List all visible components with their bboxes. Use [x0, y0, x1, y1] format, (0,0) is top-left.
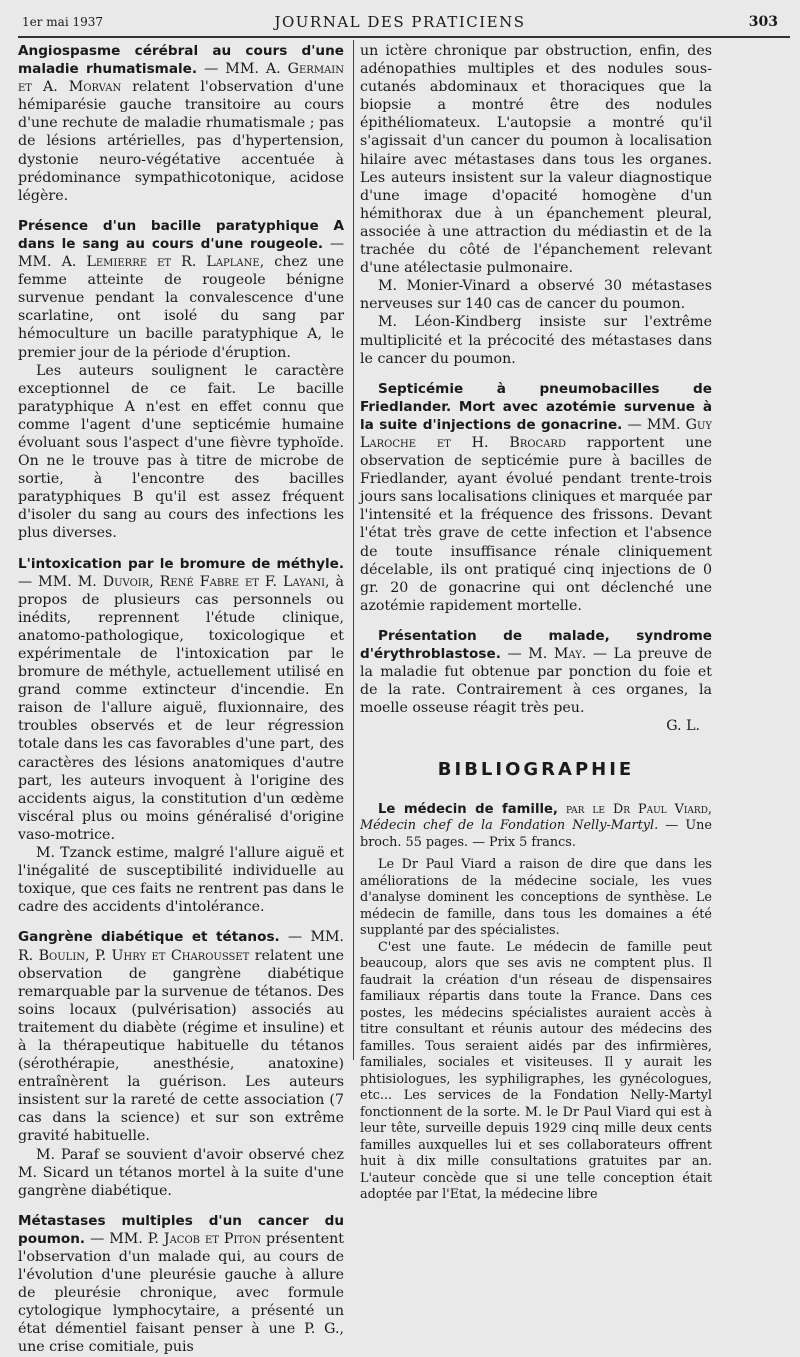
- article-title: Gangrène diabétique et tétanos.: [18, 929, 280, 946]
- issue-date: 1er mai 1937: [22, 15, 104, 29]
- left-column: [18, 42, 344, 1357]
- article-authors: — M. May.: [507, 646, 587, 662]
- article-paratyphique: [18, 217, 344, 362]
- article-body: relatent l'observation d'une hémiparésie gauche transitoire au cours d'une rechute de maladie rhumatismale ; pas de lésions artérielles, pas d'hypertension, dystonie neuro-végétative accentuée à prédominance sympathicotonique, acidose légère.: [18, 79, 344, 204]
- book-title: Le médecin de famille,: [378, 801, 558, 817]
- article-body: chez une femme atteinte de rougeole bénigne survenue pendant la convalescence d'une scarlatine, ont isolé du sang par hémoculture un bacille paratyphique A, le premier jour de la période d'éruption.: [18, 254, 344, 361]
- article-paragraph: M. Léon-Kindberg insiste sur l'extrême multiplicité et la précocité des métastases dans le cancer du poumon.: [360, 314, 712, 367]
- page-header: [0, 12, 800, 34]
- article-authors: — MM. Guy Laroche et H. Brocard: [360, 416, 713, 451]
- article-gangrene: [18, 928, 344, 1145]
- signature: G. L.: [666, 718, 700, 735]
- article-erythroblastose: [360, 627, 712, 717]
- bibliography-heading: BIBLIOGRAPHIE: [437, 759, 635, 781]
- article-paragraph: M. Tzanck estime, malgré l'allure aiguë et l'inégalité de susceptibilité individuelle au toxique, que ces faits ne rentrent pas dans le cadre des accidents d'intolérance.: [18, 845, 344, 916]
- book-author-role: Médecin chef de la Fondation Nelly-Martyl.: [360, 818, 659, 834]
- article-body: présentent l'observation d'un malade qui, au cours de l'évolution d'une pleurésie gauche à allure de pleurésie chronique, avec formule cytologique lymphocytaire, a présenté un état démentiel faisant penser à une P. G., une crise comitiale, puis: [18, 1230, 344, 1356]
- article-authors: — MM. A. Lemierre et R. Laplane,: [18, 235, 344, 271]
- article-title: Septicémie à pneumobacilles de Friedlander. Mort avec azotémie survenue à la suite d'injections de gonacrine.: [360, 380, 712, 433]
- article-continuation: un ictère chronique par obstruction, enfin, des adénopathies multiples et des nodules sous-cutanés abdominaux et thoraciques que la biopsie a montré être des nodules épithéliomateux. L'autopsie a montré qu'il s'agissait d'un cancer du poumon à localisation hilaire avec métastases dans tous les organes. Les auteurs insistent sur la valeur diagnostique d'une image d'opacité homogène d'un hémithorax due à un épanchement pleural, associée à une attraction du médiastin et de la trachée du côté de l'épanchement relevant d'une atélectasie pulmonaire.: [360, 43, 712, 277]
- book-entry: [360, 802, 712, 852]
- article-title: Métastases multiples d'un cancer du poumon.: [18, 1212, 344, 1247]
- article-authors: — MM. P. Jacob et Piton: [90, 1230, 262, 1247]
- book-details: — Une broch. 55 pages. — Prix 5 francs.: [360, 818, 712, 850]
- article-authors: — MM. A. Germain et A. Morvan: [18, 61, 344, 96]
- article-body: relatent une observation de gangrène diabétique remarquable par la survenue de tétanos. Des soins locaux (pulvérisation) associés au traitement du diabète (régime et insuline) et à la thérapeutique habituelle du tétanos (sérothérapie, anesthésie, anatoxine) entraînèrent la guérison. Les auteurs insistent sur la rareté de cette association (7 cas dans la science) et sur son extrême gravité habituelle.: [18, 947, 344, 1145]
- article-paragraph: M. Monier-Vinard a observé 30 métastases nerveuses sur 140 cas de cancer du poumon.: [360, 278, 712, 313]
- review-paragraph: Le Dr Paul Viard a raison de dire que dans les améliorations de la médecine sociale, les vues d'analyse dominent les conceptions de synthèse. Le médecin de famille, dans tous les domaines a été supplanté par des spécialistes.: [360, 857, 712, 939]
- journal-title: JOURNAL DES PRATICIENS: [274, 13, 526, 31]
- article-angiospasme: [18, 42, 344, 205]
- right-column: [360, 42, 712, 1204]
- article-metastases: [18, 1212, 344, 1357]
- article-body: rapportent une observation de septicémie pure à bacilles de Friedlander, ayant évolué pendant trente-trois jours sans localisations cliniques et marquée par l'intensité et la fréquence des frissons. Devant l'état très grave de cette infection et l'absence de toute insuffisance rénale cliniquement décelable, ils ont pratiqué cinq injections de 0 gr. 20 de gonacrine qui ont déclenché une azotémie rapidement mortelle.: [360, 434, 712, 614]
- article-title: Présence d'un bacille paratyphique A dans le sang au cours d'une rougeole.: [18, 217, 344, 252]
- article-septicemie: [360, 380, 712, 615]
- article-title: Présentation de malade, syndrome d'érythroblastose.: [360, 627, 712, 662]
- article-authors: — MM. M. Duvoir, René Fabre et F. Layani,: [18, 573, 330, 590]
- article-body: — La preuve de la maladie fut obtenue par ponction du foie et de la rate. Contrairement à ces organes, la moelle osseuse réagit très peu.: [360, 646, 713, 717]
- article-title: Angiospasme cérébral au cours d'une maladie rhumatismale.: [18, 43, 344, 78]
- header-rule: [18, 36, 790, 38]
- column-divider: [353, 40, 354, 1060]
- article-paragraph: Les auteurs soulignent le caractère exceptionnel de ce fait. Le bacille paratyphique A n'est en effet connu que comme l'agent d'une septicémie humaine évoluant sous l'aspect d'une fièvre typhoïde. On ne le trouve pas à titre de microbe de sortie, à l'encontre des bacilles paratyphiques B qu'il est assez fréquent d'isoler du sang au cours des infections les plus diverses.: [18, 362, 344, 542]
- page-number: 303: [748, 14, 778, 30]
- article-body: à propos de plusieurs cas personnels ou inédits, reprennent l'étude clinique, anatomo-pathologique, toxicologique et expérimentale de l'intoxication par le bromure de méthyle, actuellement utilisé en grand comme extincteur d'incendie. En raison de l'allure aiguë, fluxionnaire, des troubles observés et de leur régression totale dans les cas favorables d'une part, des caractères des lésions anatomiques d'autre part, les auteurs invoquent à l'origine des accidents aigus, la constitution d'un œdème viscéral plus ou moins généralisé d'origine vaso-motrice.: [18, 573, 344, 843]
- article-title: L'intoxication par le bromure de méthyle.: [18, 555, 344, 572]
- article-bromure: [18, 555, 344, 845]
- review-paragraph: C'est une faute. Le médecin de famille peut beaucoup, alors que ses avis ne comptent plus. Il faudrait la création d'un réseau de dispensaires familiaux répartis dans toute la France. Dans ces postes, les médecins spécialistes auraient accès à titre consultant et réunis autour des médecins des familles. Tous seraient aidés par des infirmières, familiales, sociales et visiteuses. Il y aurait les phtisiologues, les syphiligraphes, les gynécologues, etc... Les services de la Fondation Nelly-Martyl fonctionnent de la sorte. M. le Dr Paul Viard qui est à leur tête, surveille depuis 1929 cinq mille deux cents familles auxquelles lui et ses collaborateurs offrent huit à dix mille consultations gratuites par an. L'auteur concède que si une telle conception était adoptée par l'Etat, la médecine libre: [360, 939, 712, 1203]
- book-author: par le Dr Paul Viard,: [565, 801, 712, 817]
- article-paragraph: M. Paraf se souvient d'avoir observé chez M. Sicard un tétanos mortel à la suite d'une gangrène diabétique.: [18, 1146, 344, 1199]
- article-authors: — MM. R. Boulin, P. Uhry et Charousset: [18, 929, 345, 964]
